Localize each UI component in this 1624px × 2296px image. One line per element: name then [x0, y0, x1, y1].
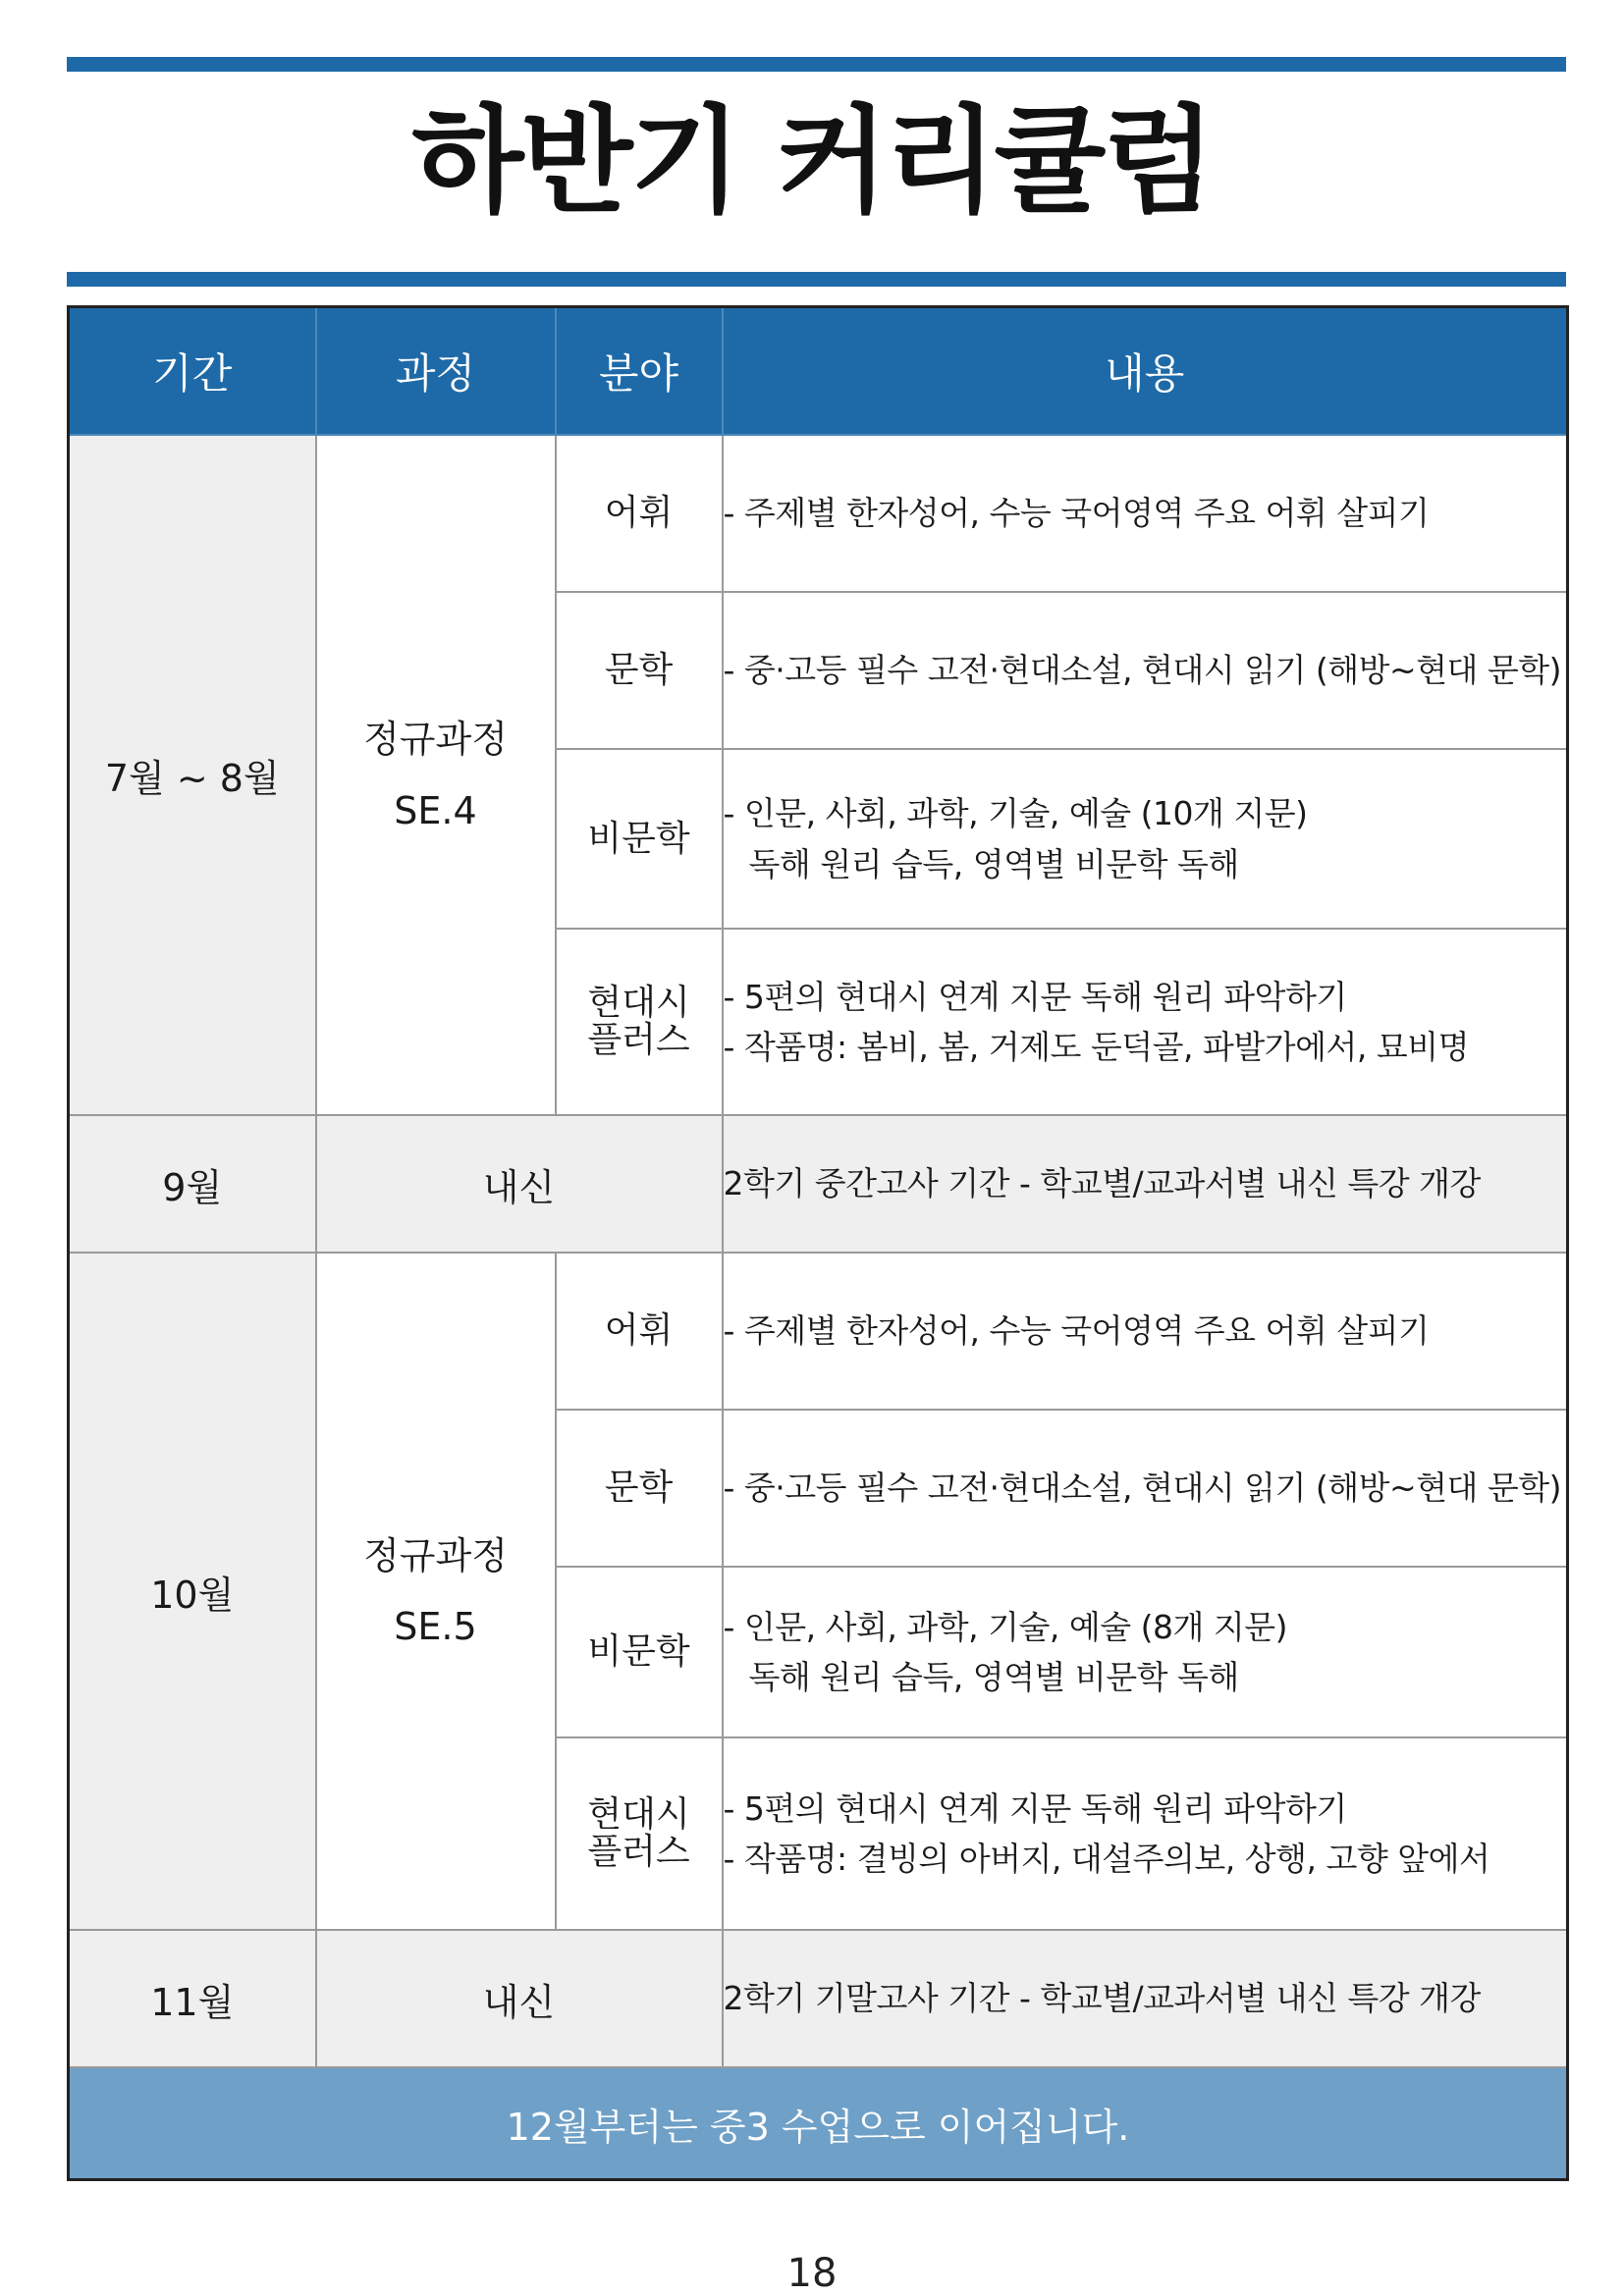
field-cell: 비문학 — [556, 749, 723, 929]
field-cell: 문학 — [556, 592, 723, 749]
content-line: - 중·고등 필수 고전·현대소설, 현대시 읽기 (해방~현대 문학) — [723, 651, 1562, 690]
field-label-line: 플러스 — [587, 1832, 690, 1872]
curriculum-table — [67, 305, 1569, 2181]
table-footer-row — [69, 2067, 1568, 2180]
content-cell — [723, 1410, 1568, 1567]
course-code: SE.4 — [394, 788, 477, 832]
content-cell — [723, 1253, 1568, 1410]
content-line: - 중·고등 필수 고전·현대소설, 현대시 읽기 (해방~현대 문학) — [723, 1468, 1562, 1508]
table-row — [69, 435, 1568, 592]
top-rule — [67, 57, 1566, 72]
field-label-line: 플러스 — [587, 1020, 690, 1060]
field-cell: 어휘 — [556, 1253, 723, 1410]
period-cell: 9월 — [69, 1115, 316, 1253]
table-row — [69, 1253, 1568, 1410]
content-cell — [723, 435, 1568, 592]
footer-note: 12월부터는 중3 수업으로 이어집니다. — [69, 2067, 1568, 2180]
course-name: 정규과정 — [363, 1533, 508, 1577]
table-header-row — [69, 307, 1568, 436]
header-content: 내용 — [723, 307, 1568, 436]
course-cell — [316, 435, 556, 1115]
period-cell: 7월 ~ 8월 — [69, 435, 316, 1115]
table-row — [69, 1930, 1568, 2067]
title-underline-rule — [67, 272, 1566, 287]
field-cell: 어휘 — [556, 435, 723, 592]
page-title: 하반기 커리큘럼 — [411, 93, 1213, 229]
course-cell — [316, 1253, 556, 1930]
header-period: 기간 — [69, 307, 316, 436]
field-cell — [556, 1737, 723, 1930]
content-line: - 5편의 현대시 연계 지문 독해 원리 파악하기 — [723, 977, 1347, 1016]
header-field: 분야 — [556, 307, 723, 436]
course-code: SE.5 — [394, 1605, 477, 1648]
header-course: 과정 — [316, 307, 556, 436]
field-cell: 비문학 — [556, 1567, 723, 1737]
content-cell — [723, 592, 1568, 749]
content-cell — [723, 1567, 1568, 1737]
content-cell — [723, 929, 1568, 1115]
table-row — [69, 1115, 1568, 1253]
period-cell: 10월 — [69, 1253, 316, 1930]
field-label-line: 현대시 — [587, 983, 690, 1024]
content-cell — [723, 1737, 1568, 1930]
content-line: 독해 원리 습득, 영역별 비문학 독해 — [748, 844, 1239, 883]
period-cell: 11월 — [69, 1930, 316, 2067]
content-line: - 5편의 현대시 연계 지문 독해 원리 파악하기 — [723, 1789, 1347, 1828]
content-line: - 주제별 한자성어, 수능 국어영역 주요 어휘 살피기 — [723, 1311, 1430, 1351]
page-number: 18 — [786, 2251, 838, 2296]
course-name: 정규과정 — [363, 718, 508, 762]
content-cell — [723, 749, 1568, 929]
content-line: - 인문, 사회, 과학, 기술, 예술 (10개 지문) — [723, 794, 1308, 833]
course-cell: 내신 — [316, 1115, 723, 1253]
content-line: - 작품명: 봄비, 봄, 거제도 둔덕골, 파발가에서, 묘비명 — [723, 1028, 1469, 1066]
field-cell — [556, 929, 723, 1115]
content-line: - 작품명: 결빙의 아버지, 대설주의보, 상행, 고향 앞에서 — [723, 1840, 1490, 1878]
content-line: - 주제별 한자성어, 수능 국어영역 주요 어휘 살피기 — [723, 494, 1430, 533]
content-cell: 2학기 중간고사 기간 - 학교별/교과서별 내신 특강 개강 — [723, 1115, 1568, 1253]
course-cell: 내신 — [316, 1930, 723, 2067]
content-line: 독해 원리 습득, 영역별 비문학 독해 — [748, 1658, 1239, 1696]
content-cell: 2학기 기말고사 기간 - 학교별/교과서별 내신 특강 개강 — [723, 1930, 1568, 2067]
content-line: - 인문, 사회, 과학, 기술, 예술 (8개 지문) — [723, 1607, 1287, 1646]
field-label-line: 현대시 — [587, 1794, 690, 1836]
field-cell: 문학 — [556, 1410, 723, 1567]
